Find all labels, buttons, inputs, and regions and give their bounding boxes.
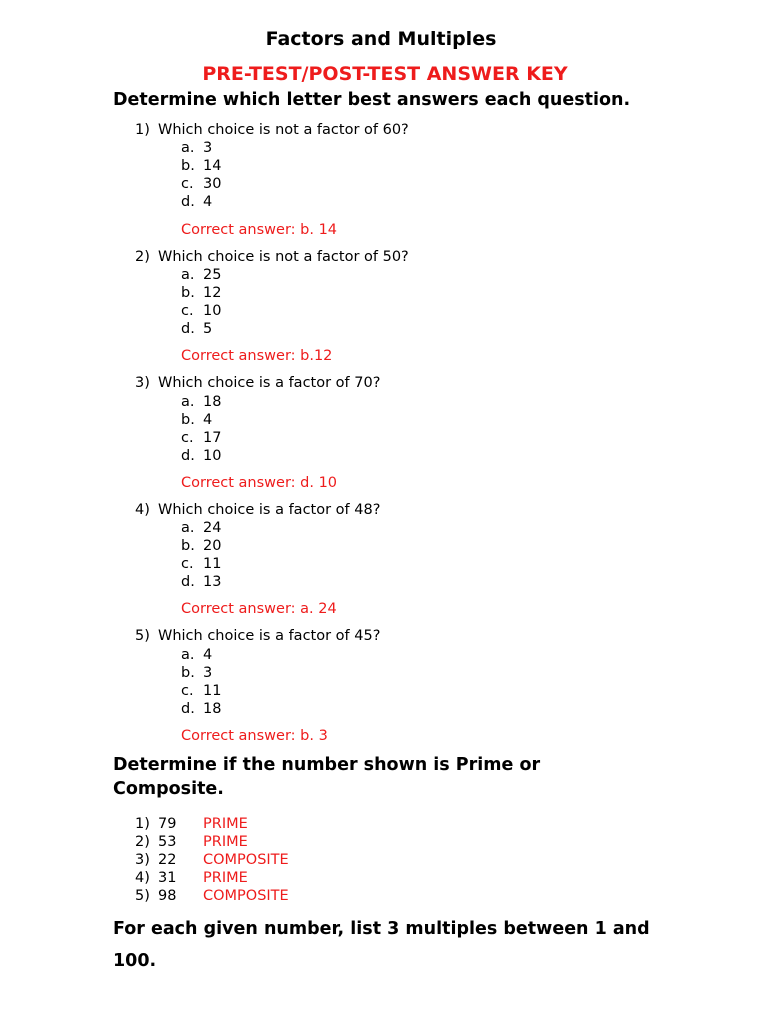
prime-row-4: 4) 31 PRIME (135, 870, 248, 886)
document-title: Factors and Multiples (265, 28, 497, 50)
option-a: a. 24 (181, 520, 222, 536)
correct-answer-1: Correct answer: b. 14 (181, 222, 338, 238)
option-b: b. 3 (181, 665, 213, 681)
option-b: b. 4 (181, 412, 213, 428)
document-subtitle: PRE-TEST/POST-TEST ANSWER KEY (202, 63, 568, 85)
question-number: 3) (135, 375, 150, 391)
question-number: 4) (135, 502, 150, 518)
option-d: d. 18 (181, 701, 222, 717)
prime-row-5: 5) 98 COMPOSITE (135, 888, 289, 904)
correct-answer-3: Correct answer: d. 10 (181, 475, 338, 491)
option-c: c. 10 (181, 303, 222, 319)
question-text: Which choice is not a factor of 60? (158, 122, 409, 138)
question-number: 1) (135, 122, 150, 138)
question-text: Which choice is a factor of 48? (158, 502, 381, 518)
question-text: Which choice is not a factor of 50? (158, 249, 409, 265)
option-c: c. 11 (181, 683, 222, 699)
prime-row-1: 1) 79 PRIME (135, 816, 248, 832)
option-d: d. 5 (181, 321, 213, 337)
section-heading-multiple-choice: Determine which letter best answers each question. (113, 90, 631, 110)
option-b: b. 12 (181, 285, 222, 301)
correct-answer-4: Correct answer: a. 24 (181, 601, 337, 617)
option-a: a. 3 (181, 140, 213, 156)
option-c: c. 30 (181, 176, 222, 192)
question-text: Which choice is a factor of 70? (158, 375, 381, 391)
option-a: a. 4 (181, 647, 213, 663)
section-heading-prime-composite: Determine if the number shown is Prime or Composite. (113, 755, 541, 799)
option-b: b. 20 (181, 538, 222, 554)
option-d: d. 4 (181, 194, 213, 210)
option-d: d. 13 (181, 574, 222, 590)
question-4 (135, 501, 380, 519)
correct-answer-5: Correct answer: b. 3 (181, 728, 328, 744)
correct-answer-2: Correct answer: b.12 (181, 348, 333, 364)
option-c: c. 17 (181, 430, 222, 446)
question-2 (135, 248, 409, 266)
question-1 (135, 121, 409, 139)
option-b: b. 14 (181, 158, 222, 174)
question-number: 5) (135, 628, 150, 644)
question-text: Which choice is a factor of 45? (158, 628, 381, 644)
option-d: d. 10 (181, 448, 222, 464)
question-5 (135, 627, 380, 645)
section-heading-multiples: For each given number, list 3 multiples between 1 and 100. (113, 919, 650, 971)
prime-row-2: 2) 53 PRIME (135, 834, 248, 850)
question-3 (135, 374, 380, 392)
prime-row-3: 3) 22 COMPOSITE (135, 852, 289, 868)
option-a: a. 18 (181, 394, 222, 410)
option-a: a. 25 (181, 267, 222, 283)
option-c: c. 11 (181, 556, 222, 572)
question-number: 2) (135, 249, 150, 265)
